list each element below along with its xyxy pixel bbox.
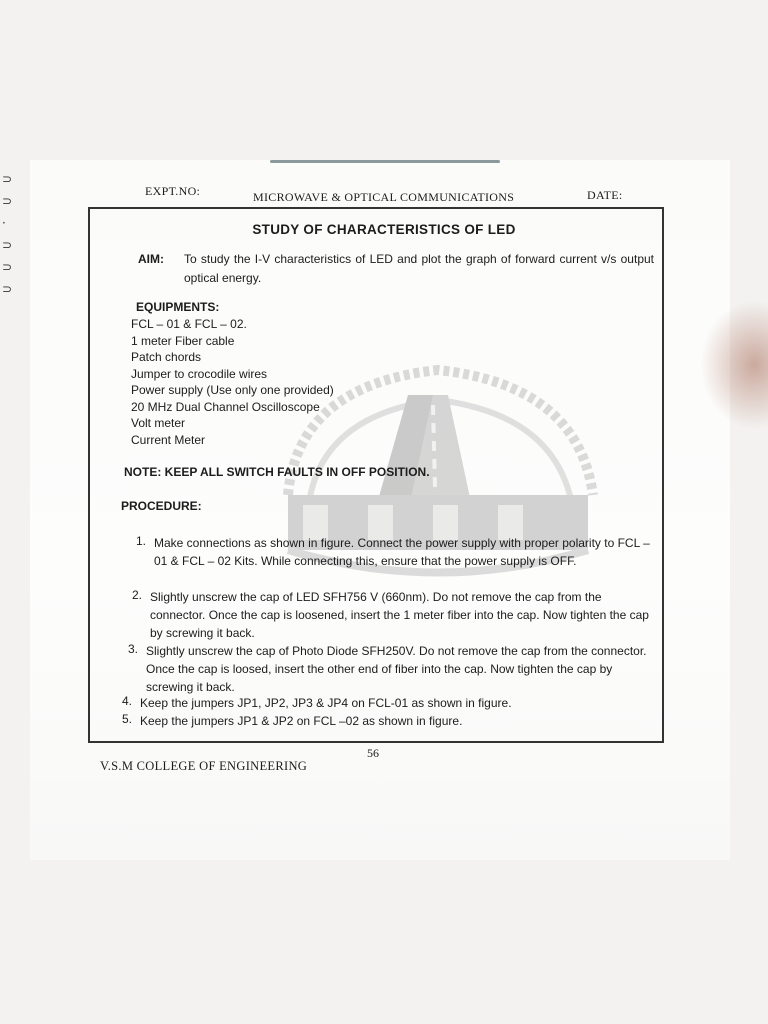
equipment-item: Jumper to crocodile wires [131,366,268,381]
equipment-item: Patch chords [131,350,202,364]
equipment-item: 20 MHz Dual Channel Oscilloscope [131,399,320,414]
subject-title: MICROWAVE & OPTICAL COMMUNICATIONS [253,190,515,204]
step-number: 2. [131,588,142,602]
step-number: 3. [127,642,138,656]
equipment-item: FCL – 01 & FCL – 02. [131,317,247,331]
hole-mark: ⊃ [2,282,13,296]
aim-label: AIM: [138,252,164,266]
procedure-heading: PROCEDURE: [121,499,202,513]
hole-mark: ⊃ [2,172,13,186]
binding-edge [270,160,500,163]
hole-mark: ⊃ [2,238,13,252]
expt-no-label: EXPT.NO: [145,184,201,198]
step-number: 5. [121,712,132,726]
equipment-item: Power supply (Use only one provided) [131,383,334,397]
equipment-item: 1 meter Fiber cable [131,333,235,348]
hole-mark: ⊃ [2,194,13,208]
page-title: STUDY OF CHARACTERISTICS OF LED [252,222,516,237]
step-text: Slightly unscrew the cap of Photo Diode SFH250V. Do not remove the cap from the connector. Once the cap is loosed, insert the other end of fiber into the cap. Now tighten the cap by screwing it back. [146,644,647,694]
step-number: 4. [121,694,132,708]
hole-mark: ⊃ [2,260,13,274]
aim-text: To study the I-V characteristics of LED and plot the graph of forward current v/s output optical energy. [184,252,654,285]
equipment-item: Volt meter [131,416,186,430]
step-text: Slightly unscrew the cap of LED SFH756 V (660nm). Do not remove the cap from the connector. Once the cap is loosened, insert the 1 meter fiber into the cap. Now tighten the cap by screwing it back. [150,590,649,640]
step-text: Keep the jumpers JP1, JP2, JP3 & JP4 on FCL-01 as shown in figure. [140,696,512,710]
step-text: Keep the jumpers JP1 & JP2 on FCL –02 as shown in figure. [140,714,463,728]
hole-mark: · [2,216,6,230]
equipment-item: Current Meter [131,432,206,447]
page-shadow [700,300,768,430]
safety-note: NOTE: KEEP ALL SWITCH FAULTS IN OFF POSITION. [124,465,430,479]
date-label: DATE: [587,188,623,202]
step-text: Make connections as shown in figure. Connect the power supply with proper polarity to FCL – 01 & FCL – 02 Kits. While connecting this, ensure that the power supply is OFF. [154,536,650,568]
college-name: V.S.M COLLEGE OF ENGINEERING [100,759,308,773]
step-number: 1. [135,534,146,548]
page-number: 56 [367,746,379,760]
equipment-list [131,316,334,448]
equipments-heading: EQUIPMENTS: [136,300,220,314]
